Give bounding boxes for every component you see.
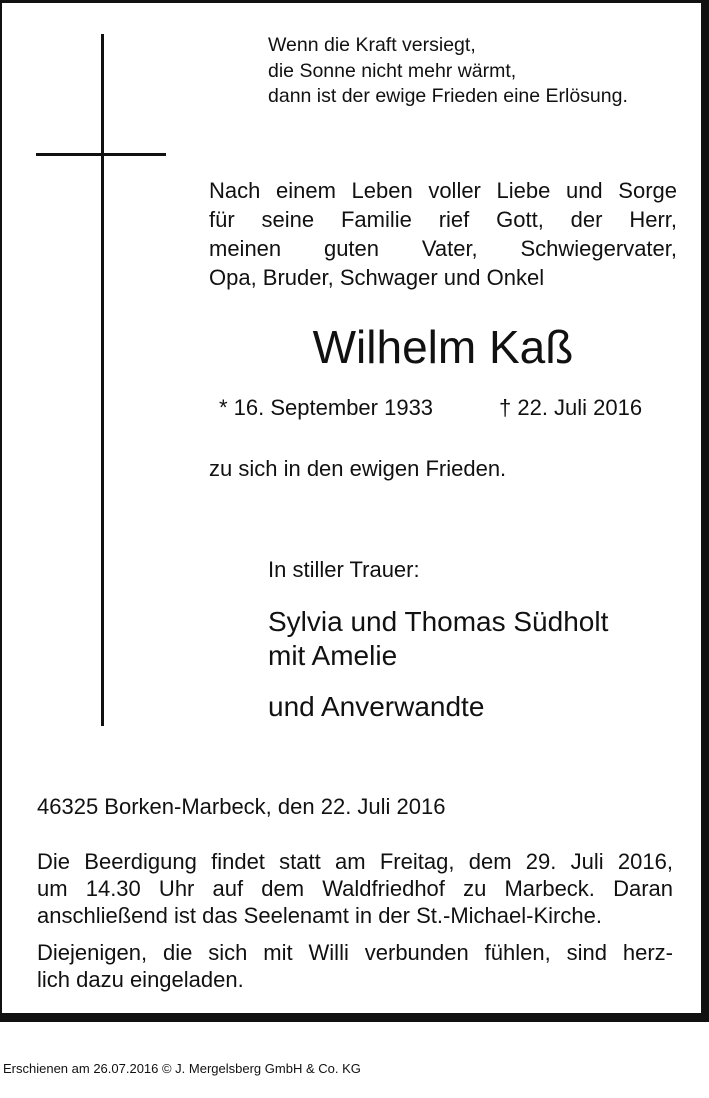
invitation-line: lich dazu eingeladen. — [37, 967, 244, 992]
mourning-label: In stiller Trauer: — [268, 557, 420, 582]
family-line: Sylvia und Thomas Südholt — [268, 606, 609, 637]
poem — [268, 33, 628, 110]
poem-line: dann ist der ewige Frieden eine Erlösung. — [268, 85, 628, 107]
peace-text: zu sich in den ewigen Frieden. — [209, 456, 507, 481]
intro-text — [209, 176, 677, 292]
funeral-info — [37, 848, 673, 929]
publication-footer: Erschienen am 26.07.2016 © J. Mergelsberg GmbH & Co. KG — [3, 1061, 361, 1076]
cross-horizontal-bar — [36, 153, 166, 156]
intro-line: meinen guten Vater, Schwiegervater, — [209, 236, 677, 261]
invitation-line: Diejenigen, die sich mit Willi verbunden fühlen, sind herz- — [37, 940, 673, 965]
intro-line: Nach einem Leben voller Liebe und Sorge — [209, 178, 677, 203]
intro-line: für seine Familie rief Gott, der Herr, — [209, 207, 677, 232]
birth-date: * 16. September 1933 — [219, 395, 434, 420]
intro-line: Opa, Bruder, Schwager und Onkel — [209, 265, 545, 290]
funeral-line: Die Beerdigung findet statt am Freitag, dem 29. Juli 2016, — [37, 849, 673, 874]
place-date: 46325 Borken-Marbeck, den 22. Juli 2016 — [37, 794, 446, 819]
poem-line: Wenn die Kraft versiegt, — [268, 34, 476, 56]
funeral-line: anschließend ist das Seelenamt in der St.-Michael-Kirche. — [37, 903, 602, 928]
death-date: † 22. Juli 2016 — [499, 395, 643, 420]
funeral-line: um 14.30 Uhr auf dem Waldfriedhof zu Marbeck. Daran — [37, 876, 673, 901]
family-line: mit Amelie — [268, 640, 398, 671]
family-names — [268, 605, 608, 673]
invitation-text — [37, 939, 673, 993]
poem-line: die Sonne nicht mehr wärmt, — [268, 59, 517, 82]
relatives-text: und Anverwandte — [268, 691, 485, 722]
deceased-name: Wilhelm Kaß — [312, 321, 574, 373]
cross-vertical-bar — [101, 34, 104, 726]
